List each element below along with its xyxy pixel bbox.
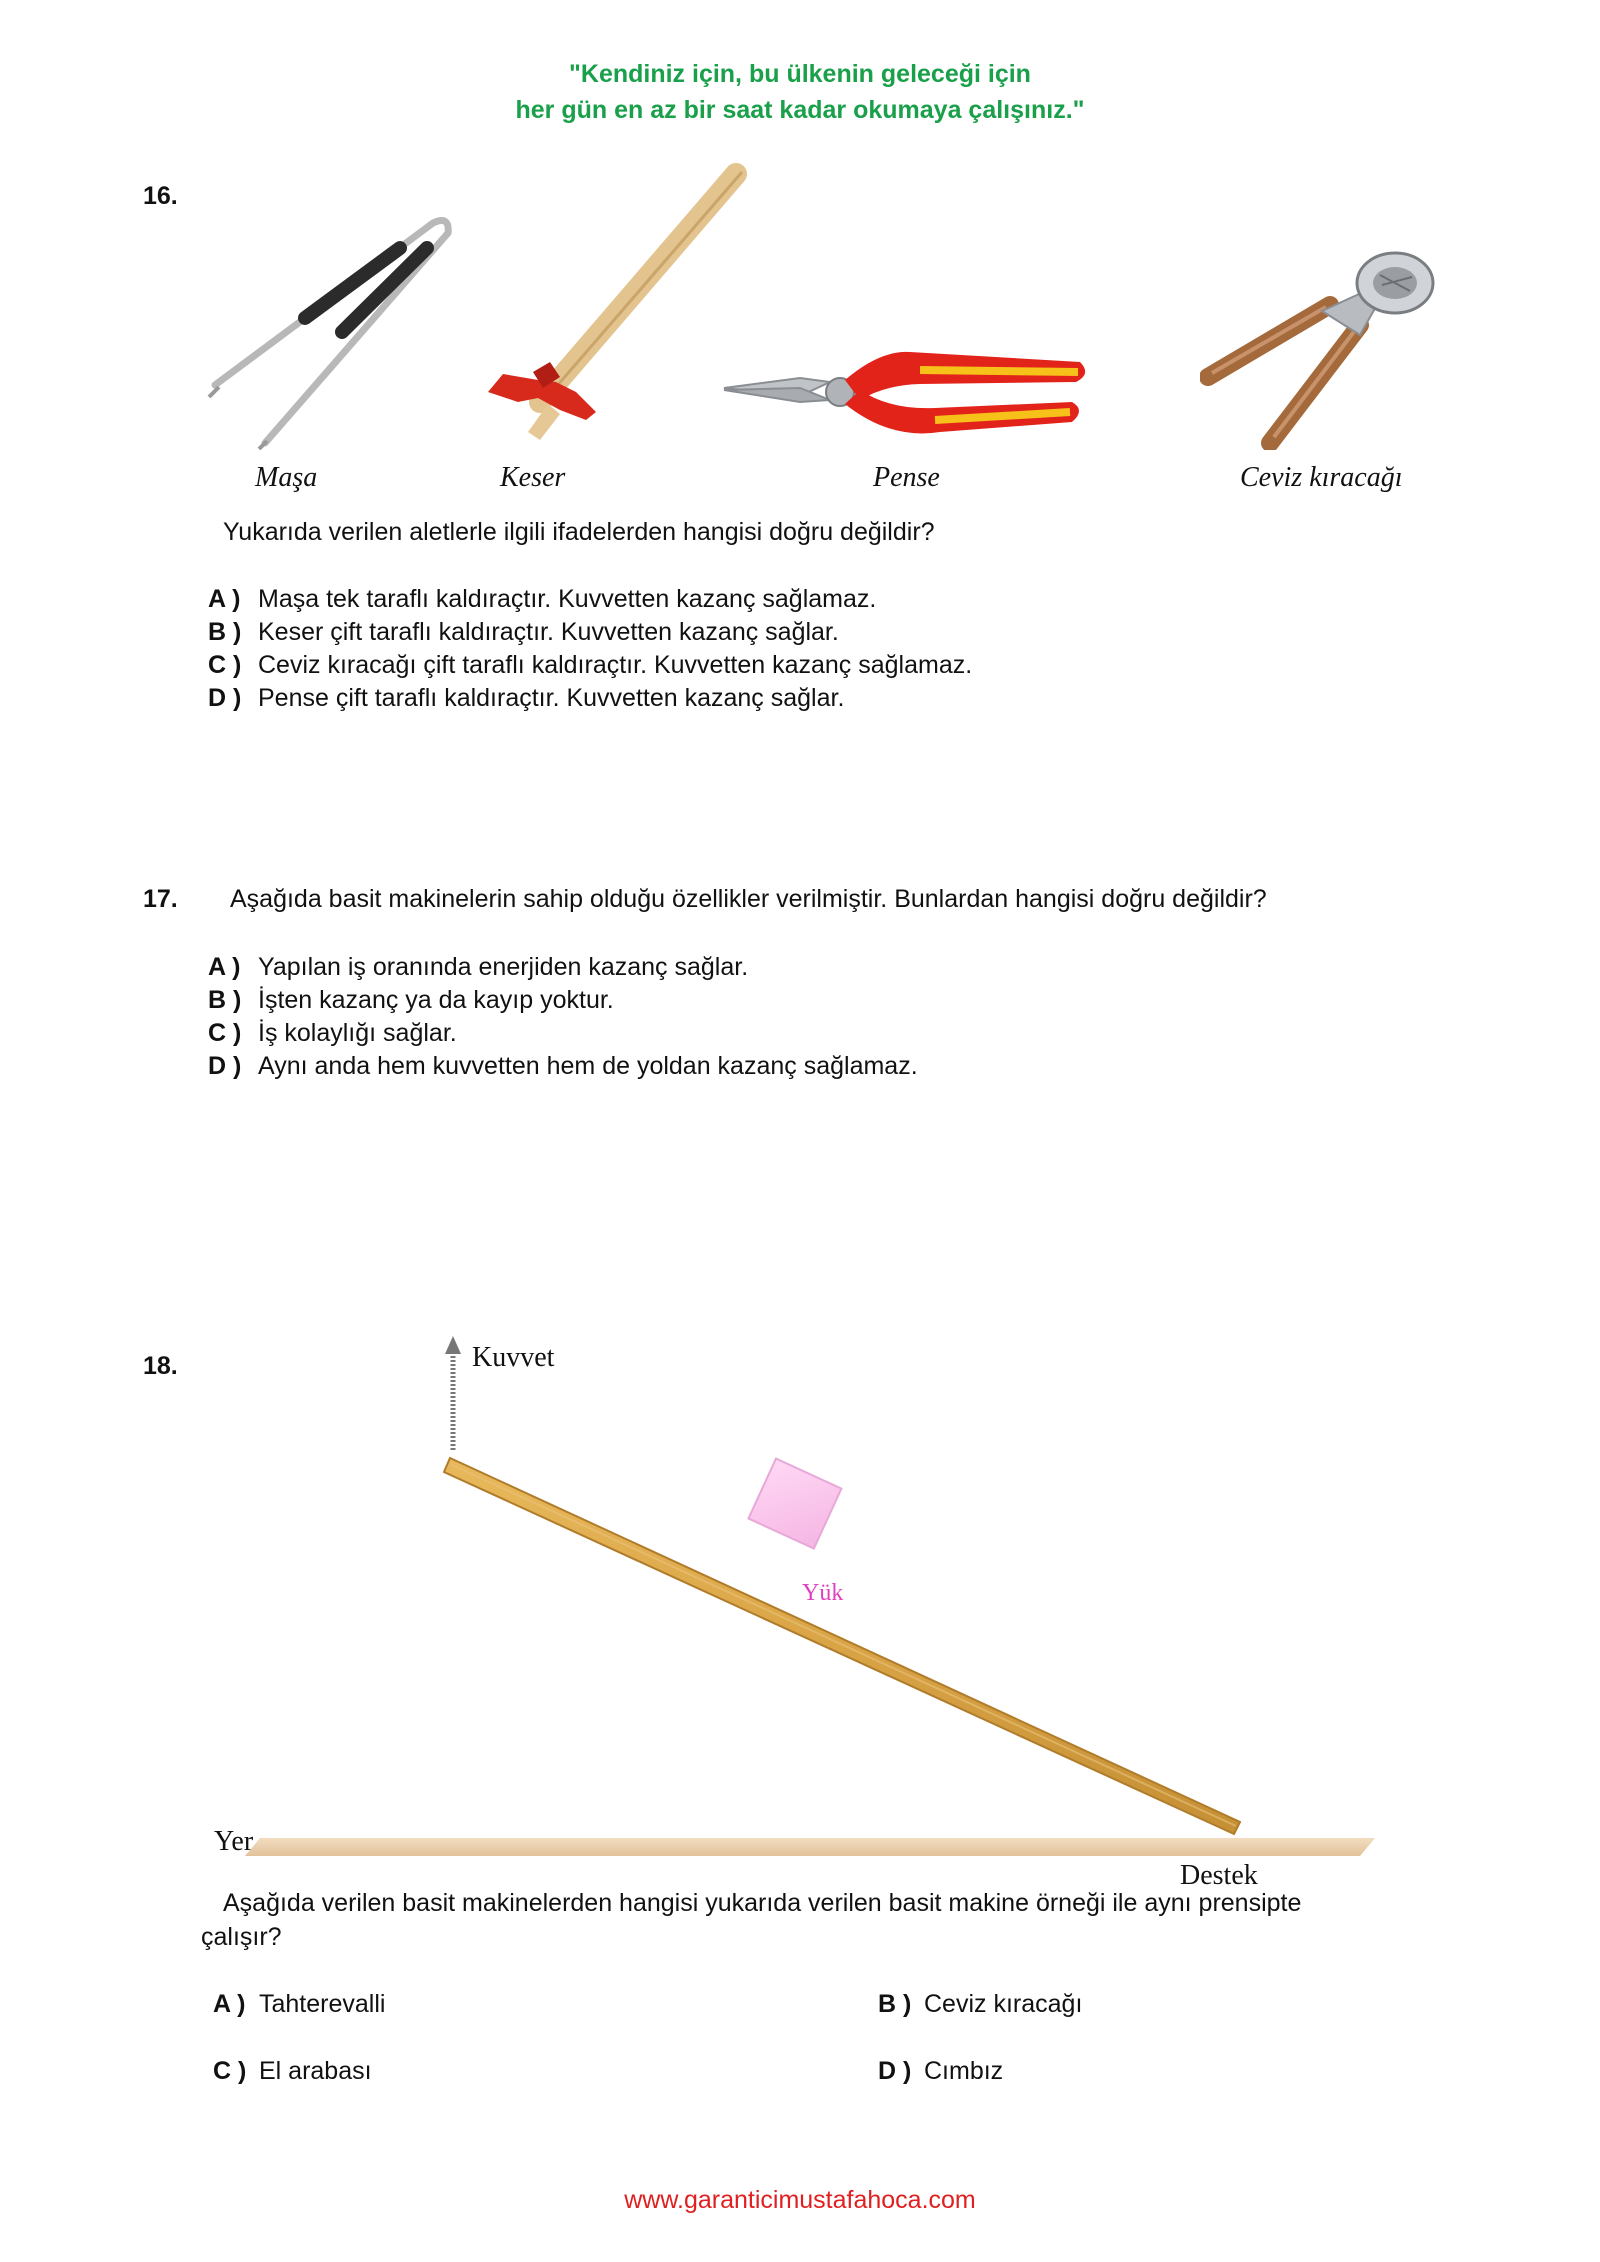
force-label: Kuvvet (472, 1342, 555, 1373)
footer-website-link[interactable]: www.garanticimustafahoca.com (624, 2186, 976, 2214)
option-text: El arabası (259, 2057, 372, 2085)
option-text: Yapılan iş oranında enerjiden kazanç sağlar. (258, 953, 749, 981)
tool-label-masa: Maşa (255, 462, 318, 493)
option-text: Maşa tek taraflı kaldıraçtır. Kuvvetten kazanç sağlamaz. (258, 585, 877, 613)
header-quote-line-1: "Kendiniz için, bu ülkenin geleceği için (569, 60, 1031, 88)
header-quote-line-2: her gün en az bir saat kadar okumaya çalışınız." (515, 96, 1085, 124)
option-letter: D ) (208, 684, 242, 712)
option-text: İş kolaylığı sağlar. (258, 1019, 457, 1047)
option-letter: D ) (878, 2057, 912, 2085)
question-18-option-c[interactable] (213, 2054, 372, 2088)
option-text: Cımbız (924, 2057, 1004, 2085)
lever-diagram (200, 1330, 1400, 1890)
option-letter: A ) (208, 953, 241, 981)
option-letter: B ) (208, 986, 242, 1014)
question-16-option-c[interactable] (208, 648, 972, 682)
question-17-number: 17. (143, 885, 178, 913)
option-letter: B ) (878, 1990, 912, 2018)
option-text: Ceviz kıracağı çift taraflı kaldıraçtır. Kuvvetten kazanç sağlamaz. (258, 651, 973, 679)
option-text: Ceviz kıracağı (924, 1990, 1083, 2018)
support-label: Destek (1180, 1860, 1258, 1891)
question-16-option-a[interactable] (208, 582, 876, 616)
option-text: İşten kazanç ya da kayıp yoktur. (258, 986, 614, 1014)
ground-label: Yer (214, 1826, 254, 1857)
option-letter: C ) (208, 651, 242, 679)
option-letter: C ) (208, 1019, 242, 1047)
question-18-option-a[interactable] (213, 1987, 385, 2021)
load-label: Yük (802, 1580, 844, 1606)
tool-label-pense: Pense (873, 462, 940, 493)
question-18-option-d[interactable] (878, 2054, 1003, 2088)
question-17-option-c[interactable] (208, 1016, 457, 1050)
ground-plank (245, 1838, 1375, 1856)
question-17-option-b[interactable] (208, 983, 614, 1017)
question-16-option-b[interactable] (208, 615, 839, 649)
force-arrow-icon (445, 1336, 461, 1450)
question-18-option-b[interactable] (878, 1987, 1082, 2021)
pliers-icon (720, 340, 1090, 450)
tool-label-keser: Keser (500, 462, 566, 493)
option-text: Tahterevalli (259, 1990, 386, 2018)
tongs-icon (205, 215, 460, 450)
question-18-text-line-1: Aşağıda verilen basit makinelerden hangisi yukarıda verilen basit makine örneği ile aynı prensipte (223, 1889, 1302, 1917)
question-18-number: 18. (143, 1352, 178, 1380)
question-16-option-d[interactable] (208, 681, 844, 715)
option-letter: B ) (208, 618, 242, 646)
option-letter: C ) (213, 2057, 247, 2085)
option-letter: D ) (208, 1052, 242, 1080)
option-text: Keser çift taraflı kaldıraçtır. Kuvvetten kazanç sağlar. (258, 618, 839, 646)
question-17-option-a[interactable] (208, 950, 748, 984)
load-box (748, 1459, 841, 1549)
question-16-number: 16. (143, 182, 178, 210)
question-17-option-d[interactable] (208, 1049, 918, 1083)
option-letter: A ) (213, 1990, 246, 2018)
tool-label-ceviz-kiracagi: Ceviz kıracağı (1240, 462, 1403, 493)
option-text: Pense çift taraflı kaldıraçtır. Kuvvetten kazanç sağlar. (258, 684, 845, 712)
nutcracker-icon (1200, 245, 1450, 450)
question-16-text: Yukarıda verilen aletlerle ilgili ifadelerden hangisi doğru değildir? (223, 518, 935, 546)
question-18-text-line-2: çalışır? (201, 1923, 282, 1951)
question-17-text: Aşağıda basit makinelerin sahip olduğu özellikler verilmiştir. Bunlardan hangisi doğru değildir? (230, 885, 1267, 913)
option-letter: A ) (208, 585, 241, 613)
lever-plank (444, 1458, 1240, 1834)
option-text: Aynı anda hem kuvvetten hem de yoldan kazanç sağlamaz. (258, 1052, 918, 1080)
adze-hammer-icon (478, 162, 758, 452)
